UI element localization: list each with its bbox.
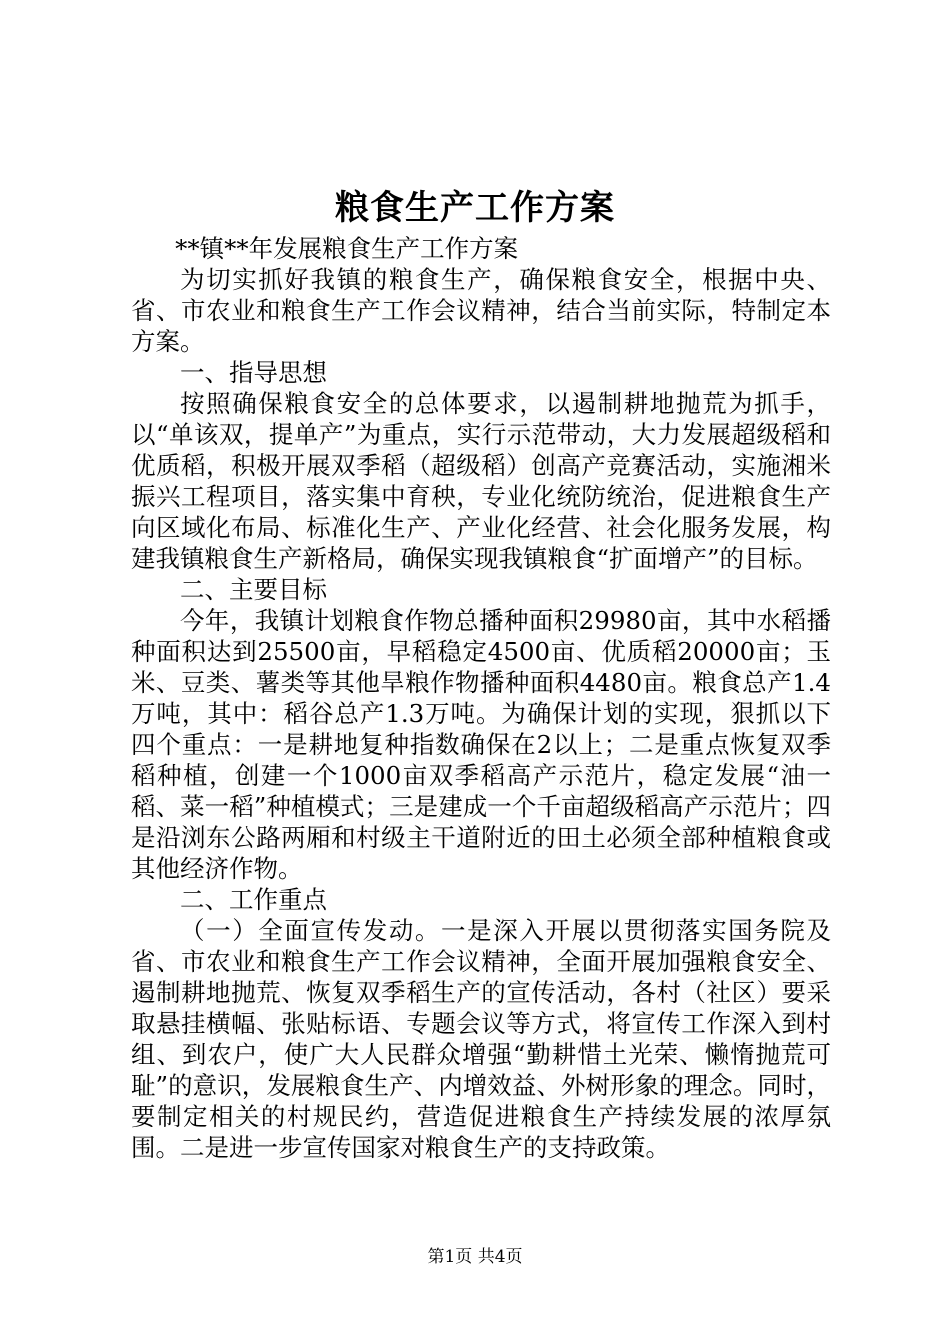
page-number-footer: 第1页 共4页 xyxy=(427,1247,523,1267)
section-heading-guiding-principles: 一、指导思想 xyxy=(180,358,327,387)
document-subtitle: **镇**年发展粮食生产工作方案 xyxy=(175,234,519,263)
guiding-principles-paragraph: 按照确保粮食安全的总体要求，以遏制耕地抛荒为抓手，以“单该双，提单产”为重点，实行示范带动，大力发展超级稻和优质稻，积极开展双季稻（超级稻）创高产竞赛活动，实施湘米振兴工程项目，落实集中育秧，专业化统防统治，促进粮食生产向区域化布局、标准化生产、产业化经营、社会化服务发展，构建我镇粮食生产新格局，确保实现我镇粮食“扩面增产”的目标。 xyxy=(131,389,831,573)
main-goals-paragraph: 今年，我镇计划粮食作物总播种面积29980亩，其中水稻播种面积达到25500亩，早稻稳定4500亩、优质稻20000亩；玉米、豆类、薯类等其他旱粮作物播种面积4480亩。粮食总产1.4万吨，其中：稻谷总产1.3万吨。为确保计划的实现，狠抓以下四个重点：一是耕地复种指数确保在2以上；二是重点恢复双季稻种植，创建一个1000亩双季稻高产示范片，稳定发展“油一稻、菜一稻”种植模式；三是建成一个千亩超级稻高产示范片；四是沿浏东公路两厢和村级主干道附近的田土必须全部种植粮食或其他经济作物。 xyxy=(131,606,831,883)
intro-paragraph: 为切实抓好我镇的粮食生产，确保粮食安全，根据中央、省、市农业和粮食生产工作会议精神，结合当前实际，特制定本方案。 xyxy=(131,265,831,356)
document-body xyxy=(131,233,831,1163)
section-heading-work-focus: 二、工作重点 xyxy=(180,885,327,914)
section-heading-main-goals: 二、主要目标 xyxy=(180,575,327,604)
work-focus-paragraph: （一）全面宣传发动。一是深入开展以贯彻落实国务院及省、市农业和粮食生产工作会议精神，全面开展加强粮食安全、遏制耕地抛荒、恢复双季稻生产的宣传活动，各村（社区）要采取悬挂横幅、张贴标语、专题会议等方式，将宣传工作深入到村组、到农户，使广大人民群众增强“勤耕惜土光荣、懒惰抛荒可耻”的意识，发展粮食生产、内增效益、外树形象的理念。同时，要制定相关的村规民约，营造促进粮食生产持续发展的浓厚氛围。二是进一步宣传国家对粮食生产的支持政策。 xyxy=(131,916,831,1162)
document-title: 粮食生产工作方案 xyxy=(335,188,615,228)
